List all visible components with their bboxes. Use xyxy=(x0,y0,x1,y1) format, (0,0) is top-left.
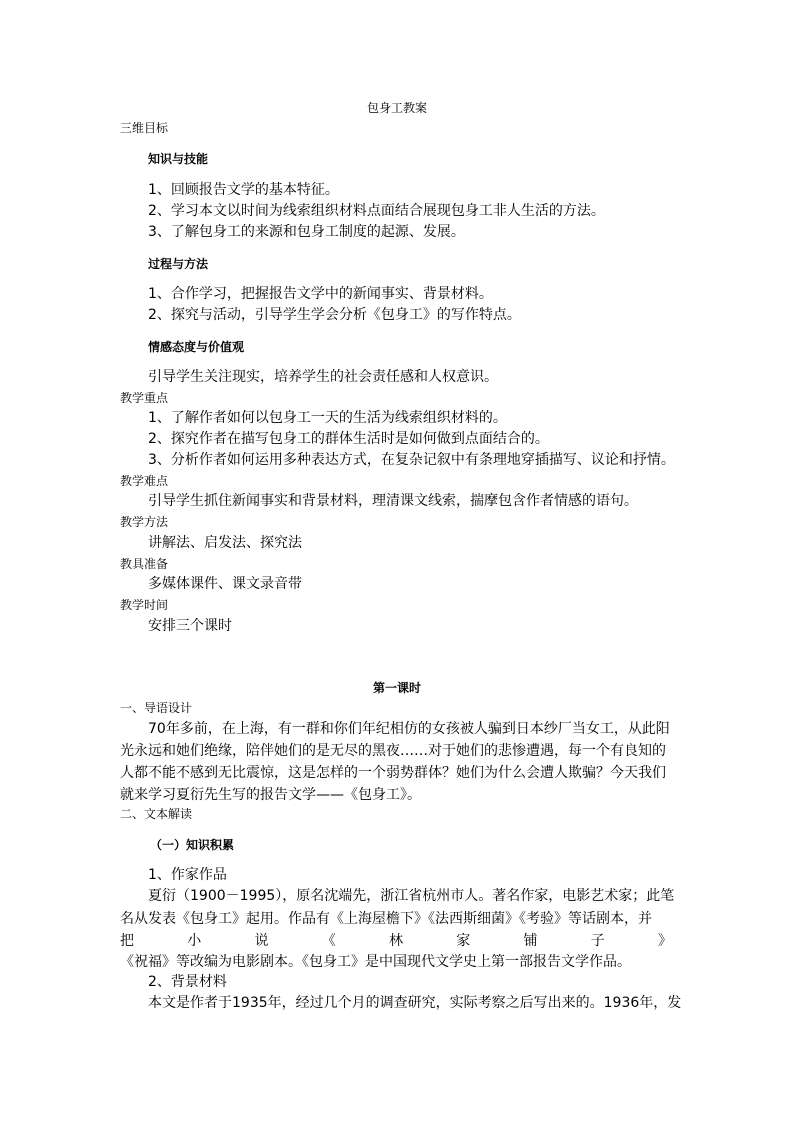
author-justified-line xyxy=(120,934,672,948)
heading-key-points: 教学重点 xyxy=(120,391,169,405)
knowledge-item: 1、回顾报告文学的基本特征。 xyxy=(148,182,339,198)
document-title: 包身工教案 xyxy=(366,101,427,115)
heading-text-analysis: 二、文本解读 xyxy=(120,807,193,821)
author-char: 把 xyxy=(120,933,134,949)
author-char: 》 xyxy=(658,933,672,949)
tools-text: 多媒体课件、课文录音带 xyxy=(148,576,302,592)
author-char: 《 xyxy=(321,933,336,949)
author-line: 《祝福》等改编为电影剧本。《包身工》是中国现代文学史上第一部报告文学作品。 xyxy=(120,954,631,970)
author-char: 铺 xyxy=(523,933,538,949)
lesson-title: 第一课时 xyxy=(372,681,421,695)
author-line: 名从发表《包身工》起用。作品有《上海屋檐下》《法西斯细菌》《考验》等话剧本，并 xyxy=(120,911,652,927)
intro-line: 光永远和她们绝缘，陪伴她们的是无尽的黑夜……对于她们的悲惨遭遇，每一个有良知的 xyxy=(120,743,666,759)
heading-knowledge: 知识与技能 xyxy=(148,152,209,166)
process-item: 2、探究与活动，引导学生学会分析《包身工》的写作特点。 xyxy=(148,307,521,323)
author-char: 林 xyxy=(389,933,403,949)
subheading-knowledge-accumulation: （一）知识积累 xyxy=(150,838,235,852)
intro-line: 人都不能不感到无比震惊，这是怎样的一个弱势群体？她们为什么会遭人欺骗？今天我们 xyxy=(120,765,666,781)
author-char: 家 xyxy=(456,933,471,949)
heading-method: 教学方法 xyxy=(120,515,169,529)
heading-process: 过程与方法 xyxy=(148,257,209,271)
author-char: 子 xyxy=(590,933,605,949)
time-text: 安排三个课时 xyxy=(148,618,232,634)
intro-line: 就来学习夏衍先生写的报告文学——《包身工》。 xyxy=(120,787,421,803)
author-char: 说 xyxy=(254,933,269,949)
author-char: 小 xyxy=(187,933,202,949)
key-item: 1、了解作者如何以包身工一天的生活为线索组织材料的。 xyxy=(148,410,507,426)
knowledge-item: 3、了解包身工的来源和包身工制度的起源、发展。 xyxy=(148,224,465,240)
intro-line: 70年多前，在上海，有一群和你们年纪相仿的女孩被人骗到日本纱厂当女工，从此阳 xyxy=(148,721,670,737)
background-heading: 2、背景材料 xyxy=(148,974,227,990)
author-heading: 1、作家作品 xyxy=(148,867,227,883)
process-item: 1、合作学习，把握报告文学中的新闻事实、背景材料。 xyxy=(148,286,493,302)
key-item: 3、分析作者如何运用多种表达方式，在复杂记叙中有条理地穿插描写、议论和抒情。 xyxy=(148,452,675,468)
heading-difficulty: 教学难点 xyxy=(120,474,169,488)
heading-time: 教学时间 xyxy=(120,598,169,612)
difficulty-text: 引导学生抓住新闻事实和背景材料，理清课文线索，揣摩包含作者情感的语句。 xyxy=(148,493,638,509)
emotion-text: 引导学生关注现实，培养学生的社会责任感和人权意识。 xyxy=(148,369,498,385)
knowledge-item: 2、学习本文以时间为线索组织材料点面结合展现包身工非人生活的方法。 xyxy=(148,203,605,219)
heading-emotion: 情感态度与价值观 xyxy=(148,340,245,354)
heading-tools: 教具准备 xyxy=(120,557,169,571)
author-line: 夏衍（1900－1995），原名沈端先，浙江省杭州市人。著名作家，电影艺术家；此笔 xyxy=(148,888,675,904)
method-text: 讲解法、启发法、探究法 xyxy=(148,535,302,551)
heading-sanwei: 三维目标 xyxy=(120,121,169,135)
background-line: 本文是作者于1935年，经过几个月的调查研究，实际考察之后写出来的。1936年，发 xyxy=(148,995,682,1011)
key-item: 2、探究作者在描写包身工的群体生活时是如何做到点面结合的。 xyxy=(148,431,549,447)
heading-intro: 一、导语设计 xyxy=(120,701,193,715)
